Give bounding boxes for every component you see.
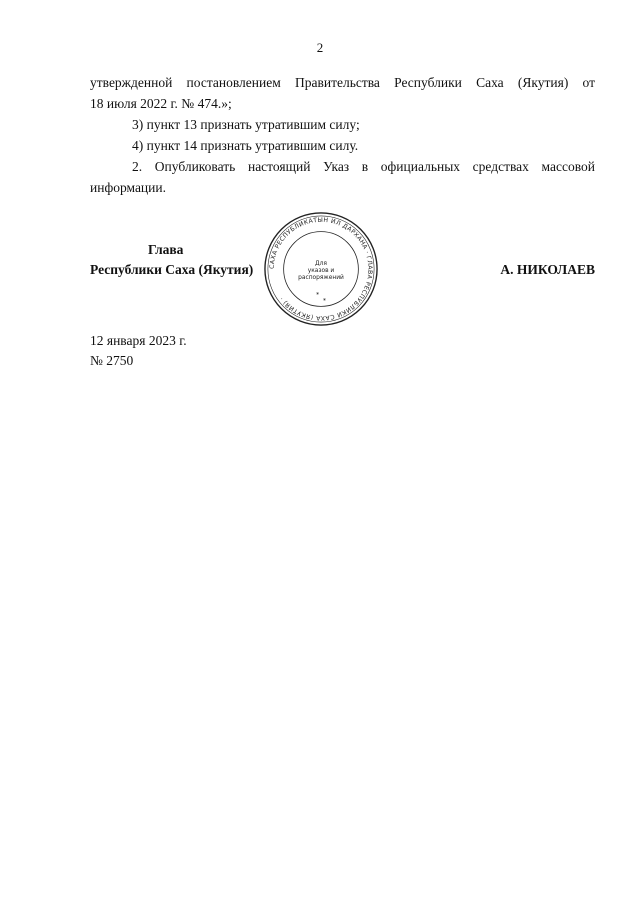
signatory-organization: Республики Саха (Якутия)	[90, 262, 254, 277]
seal-star-icon: *	[322, 298, 326, 305]
seal-center-line-3: распоряжений	[298, 274, 344, 281]
document-date: 12 января 2023 г.	[90, 333, 187, 348]
list-item-3: 3) пункт 13 признать утратившим силу;	[132, 117, 360, 132]
paragraph-2-line-1: 2. Опубликовать настоящий Указ в официальных средствах массовой	[132, 159, 595, 174]
document-number: № 2750	[90, 353, 134, 368]
page-number: 2	[316, 40, 324, 55]
list-item-4: 4) пункт 14 признать утратившим силу.	[132, 138, 359, 153]
document-body	[90, 72, 595, 198]
body-line-1: утвержденной постановлением Правительства Республики Саха (Якутия) от	[90, 75, 595, 90]
signatory-name: А. НИКОЛАЕВ	[500, 262, 595, 277]
seal-center-line-1: Для	[315, 261, 327, 268]
official-seal-stamp	[262, 210, 380, 328]
paragraph-2-line-2: информации.	[90, 180, 166, 195]
seal-center-line-2: указов и	[307, 267, 335, 274]
signatory-title: Глава	[148, 242, 184, 257]
body-line-2: 18 июля 2022 г. № 474.»;	[90, 96, 232, 111]
seal-ring-text: САХА РЕСПУБЛИКАТЫН ИЛ ДАРХАНА · ГЛАВА РЕСПУБЛИКИ САХА (ЯКУТИЯ) ·	[268, 216, 374, 322]
seal-star-icon: *	[316, 292, 320, 299]
document-footer	[90, 331, 187, 371]
